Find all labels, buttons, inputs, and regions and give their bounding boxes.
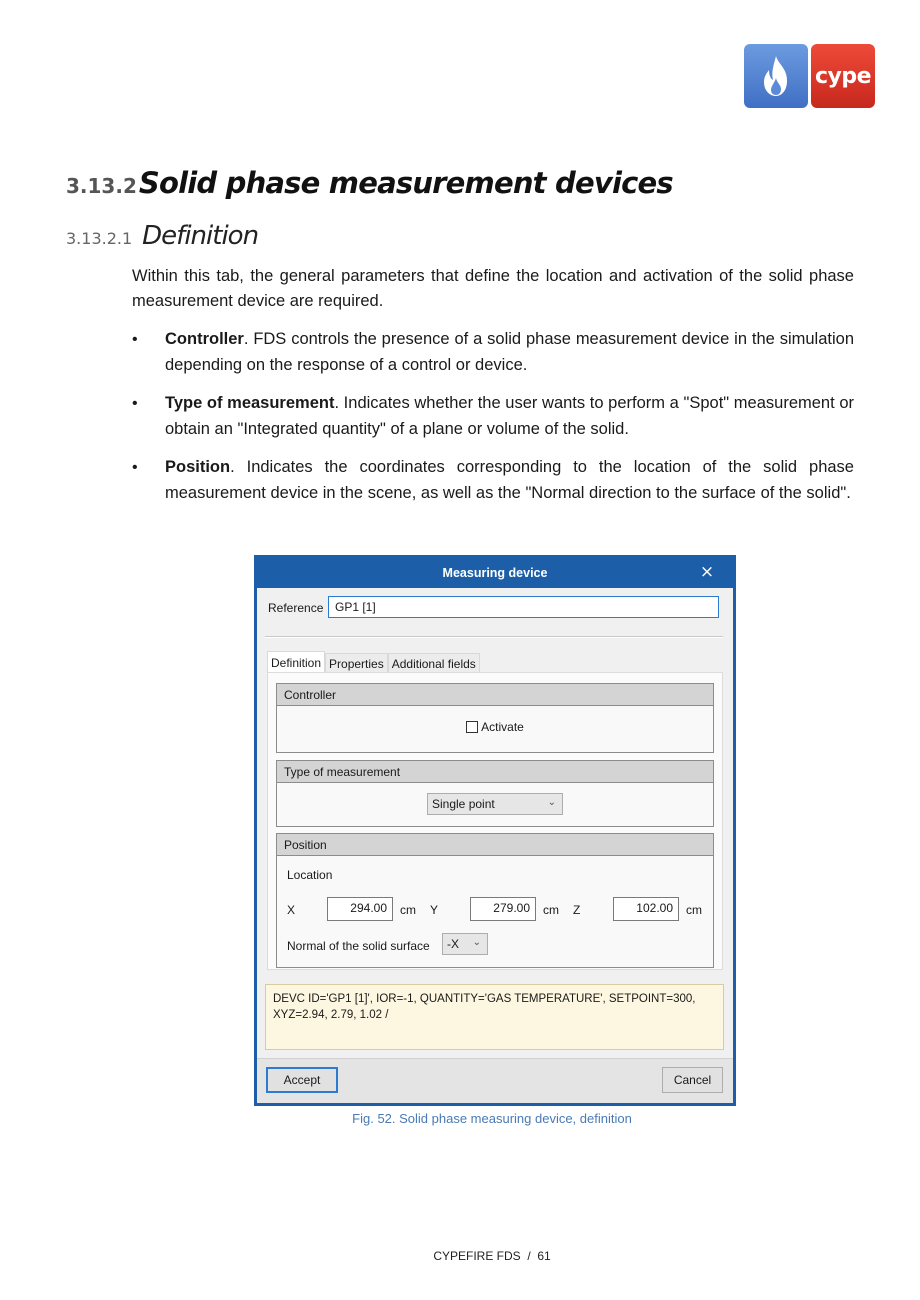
definition-panel [267, 672, 723, 970]
fds-code-preview: DEVC ID='GP1 [1]', IOR=-1, QUANTITY='GAS TEMPERATURE', SETPOINT=300, XYZ=2.94, 2.79, 1.02 / [265, 984, 724, 1050]
section-title: Solid phase measurement devices [138, 166, 673, 200]
activate-checkbox[interactable] [466, 721, 478, 733]
chevron-down-icon: ⌄ [547, 797, 556, 808]
page-footer: CYPEFIRE FDS / 61 [433, 1249, 551, 1263]
bullet-icon: • [132, 395, 138, 412]
controller-header: Controller [277, 684, 713, 706]
y-unit: cm [543, 903, 559, 917]
activate-label: Activate [481, 720, 524, 734]
cype-logo [811, 44, 875, 108]
bullet-text: . Indicates the coordinates corresponding to the location of the solid phase measurement device in the scene, as well as the "Normal direction to the surface of the solid". [165, 458, 854, 502]
bullet-item [132, 391, 854, 442]
normal-value: -X [447, 937, 459, 951]
bullet-term: Controller [165, 330, 244, 348]
bullet-icon: • [132, 459, 138, 476]
measurement-type-select[interactable] [427, 793, 563, 815]
dialog-body [257, 588, 733, 1102]
subsection-heading [66, 221, 258, 251]
controller-group [276, 683, 714, 753]
y-input[interactable]: 279.00 [470, 897, 536, 921]
bullet-item [132, 327, 854, 378]
subsection-number: 3.13.2.1 [66, 229, 133, 248]
cype-logo-text: cype [814, 63, 872, 89]
measurement-type-value: Single point [432, 797, 495, 811]
normal-label: Normal of the solid surface [287, 939, 430, 953]
section-heading [66, 166, 673, 200]
normal-select[interactable] [442, 933, 488, 955]
bullet-icon: • [132, 331, 138, 348]
position-group [276, 833, 714, 968]
flame-icon [759, 54, 793, 98]
reference-label: Reference [268, 601, 324, 615]
figure-caption: Fig. 52. Solid phase measuring device, definition [352, 1111, 632, 1126]
bullet-text: . Indicates whether the user wants to perform a "Spot" measurement or obtain an "Integrated quantity" of a plane or volume of the solid. [165, 394, 854, 438]
section-number: 3.13.2 [66, 174, 137, 198]
z-input[interactable]: 102.00 [613, 897, 679, 921]
dialog-title: Measuring device [442, 566, 548, 580]
x-input[interactable]: 294.00 [327, 897, 393, 921]
bullet-term: Type of measurement [165, 394, 335, 412]
y-label: Y [430, 903, 439, 917]
bullet-item [132, 455, 854, 506]
divider [265, 636, 723, 638]
bullet-term: Position [165, 458, 231, 476]
tab-definition[interactable]: Definition [267, 651, 325, 674]
chevron-down-icon: ⌄ [472, 937, 481, 948]
measuring-device-dialog [254, 555, 736, 1106]
type-of-measurement-group [276, 760, 714, 827]
tab-bar [267, 651, 480, 673]
z-label: Z [573, 903, 581, 917]
intro-paragraph: Within this tab, the general parameters that define the location and activation of the solid phase measurement device are required. [132, 267, 854, 310]
bullet-text: . FDS controls the presence of a solid phase measurement device in the simulation depending on the response of a control or device. [165, 330, 854, 374]
cypefire-logo [744, 44, 808, 108]
subsection-title: Definition [142, 221, 259, 251]
position-header: Position [277, 834, 713, 856]
accept-button[interactable]: Accept [266, 1067, 338, 1093]
cancel-button[interactable]: Cancel [662, 1067, 723, 1093]
x-unit: cm [400, 903, 416, 917]
type-of-measurement-header: Type of measurement [277, 761, 713, 783]
x-label: X [287, 903, 296, 917]
tab-additional-fields[interactable]: Additional fields [388, 653, 480, 674]
close-icon[interactable]: × [699, 562, 715, 582]
tab-properties[interactable]: Properties [325, 653, 388, 674]
reference-input[interactable]: GP1 [1] [328, 596, 719, 618]
dialog-footer [257, 1058, 733, 1103]
z-unit: cm [686, 903, 702, 917]
activate-checkbox-row[interactable] [277, 720, 713, 734]
location-label: Location [287, 868, 333, 882]
